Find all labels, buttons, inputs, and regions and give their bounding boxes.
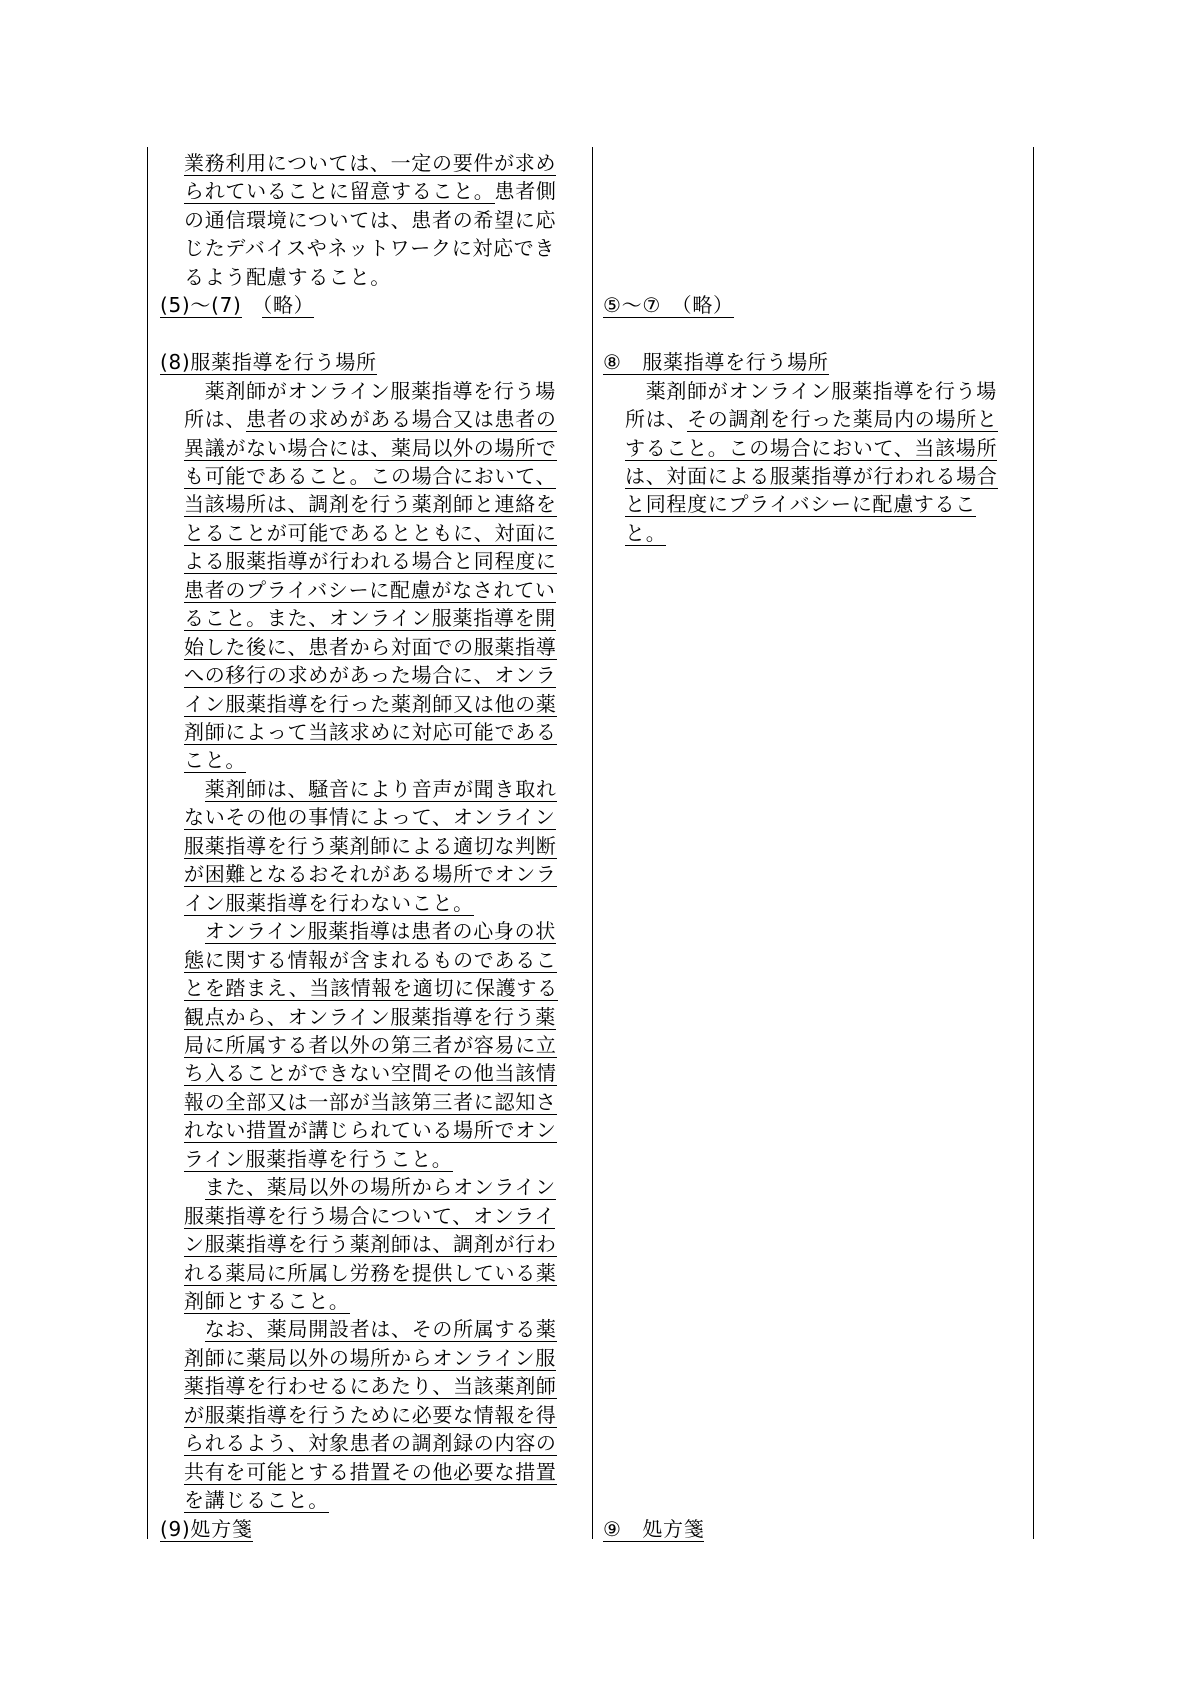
underlined-text: すること。この場合において、当該場所	[625, 435, 998, 460]
underlined-text: (8)服薬指導を行う場所	[160, 350, 377, 375]
table-border-left	[147, 147, 148, 1539]
text-line	[184, 832, 557, 860]
text-line	[184, 1259, 557, 1287]
underlined-text: 薬指導を行わせるにあたり、当該薬剤師	[184, 1374, 557, 1399]
text-line	[184, 1401, 557, 1429]
underlined-text: 始した後に、患者から対面での服薬指導	[184, 634, 557, 659]
text-segment: 薬剤師がオンライン服薬指導を行う場	[184, 378, 556, 403]
underlined-text: ⑤～⑦ （略）	[603, 293, 734, 318]
underlined-text: 剤師に薬局以外の場所からオンライン服	[184, 1345, 556, 1370]
underlined-text: ち入ることができない空間その他当該情	[184, 1061, 557, 1086]
underlined-text: への移行の求めがあった場合に、オンラ	[184, 663, 557, 688]
underlined-text: と同程度にプライバシーに配慮するこ	[625, 492, 976, 517]
text-line	[184, 177, 557, 205]
text-line	[184, 1145, 453, 1173]
text-line	[625, 377, 997, 405]
text-line	[184, 1230, 557, 1258]
text-line	[184, 1486, 329, 1514]
text-line	[184, 775, 557, 803]
text-segment: 所は、	[184, 407, 247, 432]
underlined-text: （略）	[262, 293, 315, 318]
text-line	[184, 803, 556, 831]
underlined-text: ン服薬指導を行う薬剤師は、調剤が行わ	[184, 1232, 557, 1257]
text-line	[603, 291, 734, 319]
underlined-text: 共有を可能とする措置その他必要な措置	[184, 1459, 557, 1484]
underlined-text: 服薬指導を行う薬剤師による適切な判断	[184, 833, 557, 858]
text-line	[184, 1372, 557, 1400]
underlined-text: とを踏まえ、当該情報を適切に保護する	[184, 976, 558, 1001]
text-line	[184, 149, 556, 177]
text-line	[184, 1173, 556, 1201]
text-line	[184, 234, 555, 262]
underlined-text: なお、薬局開設者は、その所属する薬	[204, 1317, 557, 1342]
text-segment	[184, 1317, 205, 1341]
underlined-text: 剤師によって当該求めに対応可能である	[184, 720, 557, 744]
underlined-text: が困難となるおそれがある場所でオンラ	[184, 862, 557, 887]
text-line	[184, 547, 557, 575]
underlined-text: 薬剤師は、騒音により音声が聞き取れ	[204, 776, 557, 801]
text-line	[184, 746, 246, 774]
text-line	[184, 1088, 557, 1116]
text-line	[184, 490, 557, 518]
text-line	[184, 1458, 557, 1486]
underlined-text: 観点から、オンライン服薬指導を行う薬	[184, 1004, 556, 1029]
underlined-text: 業務利用については、一定の要件が求め	[184, 151, 557, 175]
underlined-text: が服薬指導を行うために必要な情報を得	[184, 1402, 557, 1427]
text-line	[184, 1344, 556, 1372]
underlined-text: とることが可能であるとともに、対面に	[184, 520, 557, 545]
underlined-text: その調剤を行った薬局内の場所と	[687, 407, 998, 432]
text-line	[184, 1315, 557, 1343]
table-border-middle	[592, 147, 593, 1539]
text-line	[625, 405, 998, 433]
underlined-text: と。	[625, 520, 667, 545]
underlined-text: イン服薬指導を行わないこと。	[184, 890, 474, 915]
text-line	[184, 1287, 350, 1315]
text-line	[184, 946, 557, 974]
underlined-text: 患者のプライバシーに配慮がなされてい	[184, 577, 556, 602]
text-line	[184, 576, 556, 604]
text-line	[184, 462, 556, 490]
underlined-text: 当該場所は、調剤を行う薬剤師と連絡を	[184, 492, 557, 517]
underlined-text: 患者の求めがある場合又は患者の	[246, 407, 557, 432]
text-segment: の通信環境については、患者の希望に応	[184, 207, 557, 232]
underlined-text: (5)～(7)	[160, 293, 242, 318]
text-line	[184, 263, 391, 291]
underlined-text: よる服薬指導が行われる場合と同程度に	[184, 549, 557, 574]
underlined-text: オンライン服薬指導は患者の心身の状	[204, 919, 557, 944]
underlined-text: られていることに留意すること。	[184, 179, 495, 204]
underlined-text: (9)処方箋	[160, 1516, 253, 1541]
text-line	[184, 1116, 557, 1144]
text-line	[184, 206, 556, 234]
text-line	[603, 1515, 704, 1543]
underlined-text: ライン服薬指導を行うこと。	[184, 1146, 453, 1171]
text-line	[603, 348, 829, 376]
text-segment: 薬剤師がオンライン服薬指導を行う場	[625, 378, 997, 403]
text-segment	[184, 1175, 205, 1199]
text-line	[160, 1515, 253, 1543]
text-segment	[184, 777, 205, 801]
text-line	[625, 434, 997, 462]
text-line	[184, 1031, 557, 1059]
underlined-text: ⑨ 処方箋	[603, 1516, 705, 1541]
underlined-text: こと。	[184, 748, 247, 773]
text-line	[184, 860, 557, 888]
underlined-text: ること。また、オンライン服薬指導を開	[184, 606, 556, 631]
underlined-text: ⑧ 服薬指導を行う場所	[603, 350, 829, 375]
underlined-text: イン服薬指導を行った薬剤師又は他の薬	[184, 691, 557, 716]
text-line	[625, 490, 976, 518]
text-segment: るよう配慮すること。	[184, 264, 391, 289]
underlined-text: ないその他の事情によって、オンライン	[184, 805, 556, 830]
underlined-text: また、薬局以外の場所からオンライン	[204, 1175, 557, 1200]
underlined-text: は、対面による服薬指導が行われる場合	[625, 463, 998, 488]
text-line	[184, 690, 557, 718]
underlined-text: 異議がない場合には、薬局以外の場所で	[184, 435, 557, 460]
text-segment	[184, 919, 205, 943]
text-line	[184, 405, 557, 433]
underlined-text: 態に関する情報が含まれるものであるこ	[184, 947, 557, 972]
text-segment: じたデバイスやネットワークに対応でき	[184, 236, 556, 261]
text-line	[184, 377, 556, 405]
text-line	[184, 917, 556, 945]
text-line	[184, 1059, 557, 1087]
text-line	[184, 889, 474, 917]
text-line	[184, 604, 556, 632]
underlined-text: れる薬局に所属し労務を提供している薬	[184, 1260, 557, 1285]
underlined-text: 服薬指導を行う場合について、オンライ	[184, 1203, 556, 1228]
text-segment	[242, 293, 263, 317]
underlined-text: られるよう、対象患者の調剤録の内容の	[184, 1431, 557, 1456]
text-line	[625, 519, 666, 547]
underlined-text: 報の全部又は一部が当該第三者に認知さ	[184, 1089, 557, 1114]
underlined-text: を講じること。	[184, 1488, 329, 1513]
text-line	[625, 462, 998, 490]
text-line	[184, 718, 557, 746]
text-line	[184, 434, 557, 462]
text-line	[184, 1429, 557, 1457]
text-line	[160, 291, 314, 319]
table-border-right	[1033, 147, 1034, 1539]
underlined-text: 局に所属する者以外の第三者が容易に立	[184, 1032, 557, 1057]
text-line	[160, 348, 377, 376]
underlined-text: れない措置が講じられている場所でオン	[184, 1118, 557, 1143]
text-segment: 所は、	[625, 407, 688, 432]
text-line	[184, 1202, 555, 1230]
text-segment: 患者側	[494, 179, 557, 204]
underlined-text: も可能であること。この場合において、	[184, 463, 557, 488]
text-line	[184, 974, 558, 1002]
text-line	[184, 661, 556, 689]
text-line	[184, 519, 557, 547]
text-line	[184, 1003, 556, 1031]
underlined-text: 剤師とすること。	[184, 1289, 350, 1313]
text-line	[184, 633, 557, 661]
